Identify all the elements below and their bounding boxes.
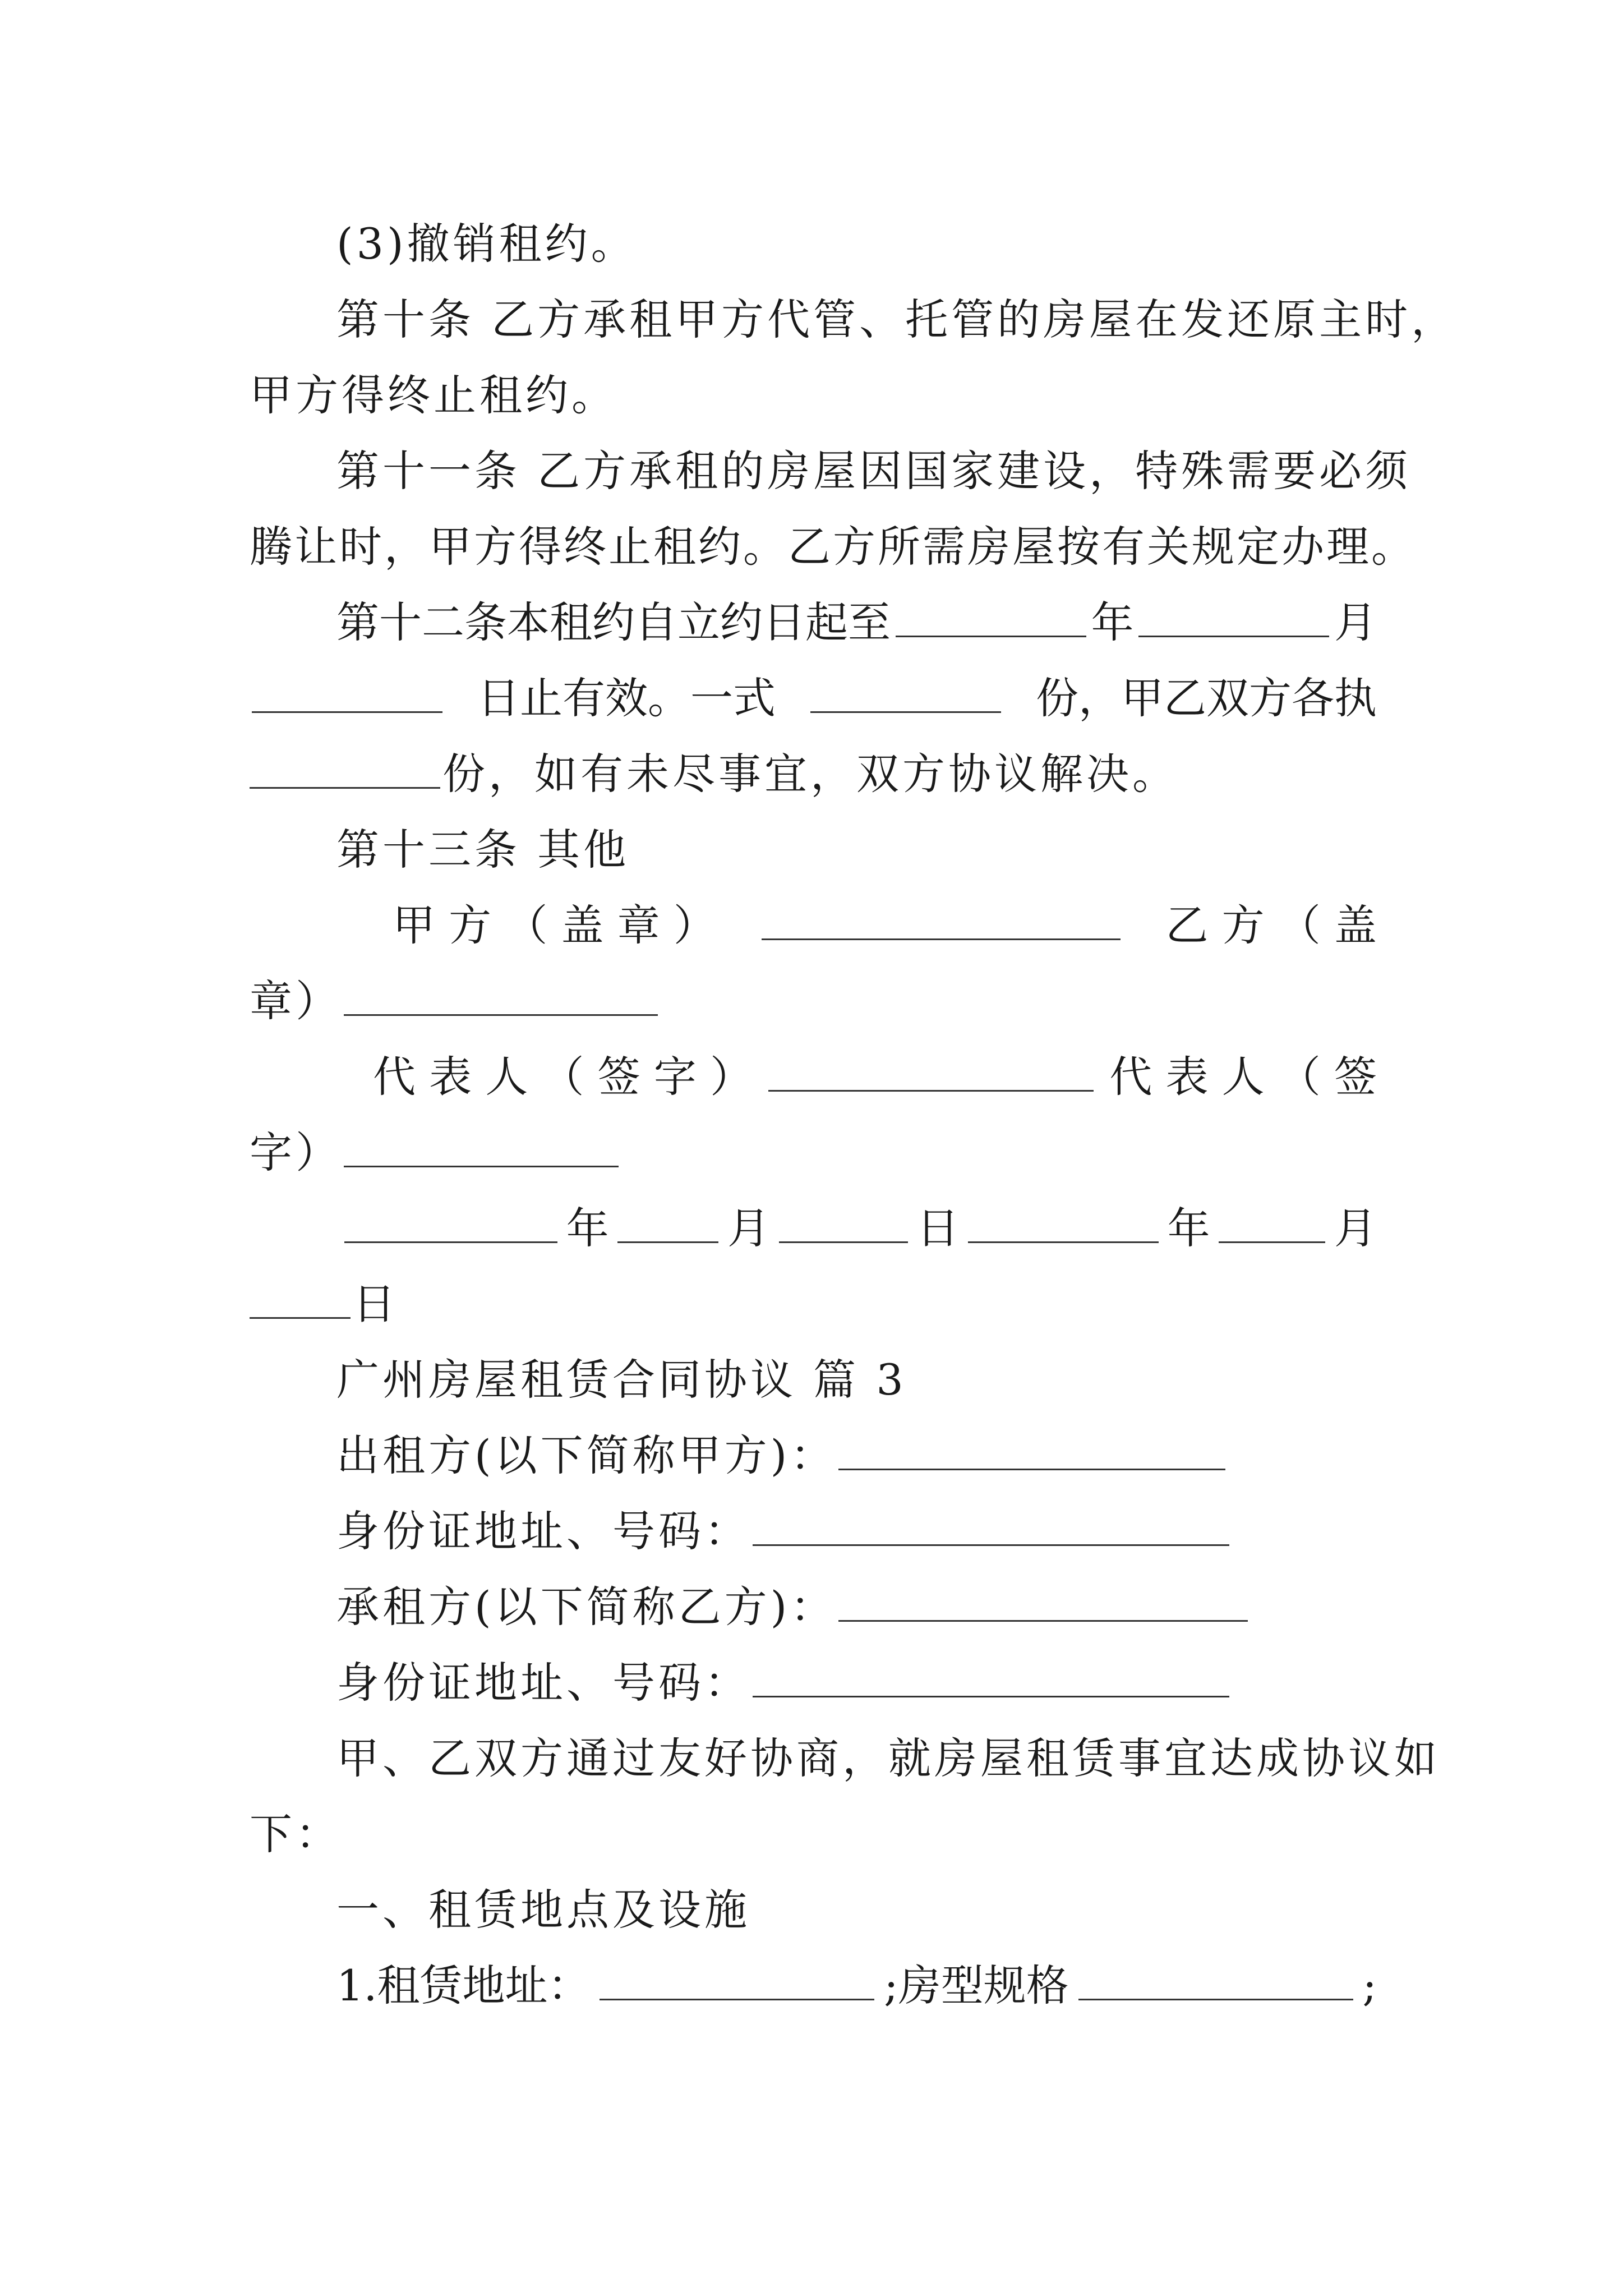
lessor-id-line: 身份证地址、号码： — [336, 1503, 1377, 1559]
year-b-blank — [968, 1202, 1159, 1243]
day-b-blank — [250, 1278, 351, 1319]
agreement-intro-2: 下： — [250, 1809, 342, 1859]
clause-12-line-2: 日止有效。一式 份，甲乙双方各执 — [250, 670, 1377, 726]
room-type-blank — [1078, 1959, 1353, 2000]
end-month-blank — [1138, 596, 1329, 637]
rental-address-blank — [600, 1959, 874, 2000]
year-a-blank — [344, 1202, 557, 1243]
clause-11-line-1: 第十一条 乙方承租的房屋因国家建设，特殊需要必须 — [336, 446, 1412, 496]
date-line: 年 月 日 年 月 — [342, 1200, 1377, 1257]
clause-10-line-1: 第十条 乙方承租甲方代管、托管的房屋在发还原主时， — [336, 295, 1458, 344]
clause-9-item-3: (3)撤销租约。 — [336, 219, 637, 269]
party-b-seal-line: 章） — [250, 973, 1377, 1029]
day-a-blank — [779, 1202, 908, 1243]
copies-total-blank — [810, 672, 1001, 713]
party-b-seal-blank — [344, 975, 658, 1016]
rep-b-sign-line: 字） — [250, 1125, 1377, 1181]
date-line-2: 日 — [250, 1276, 1377, 1332]
party-a-seal-blank — [762, 899, 1121, 940]
end-year-blank — [896, 596, 1086, 637]
month-a-blank — [617, 1202, 718, 1243]
copies-each-blank — [250, 748, 440, 789]
lessee-line: 承租方(以下简称乙方)： — [336, 1579, 1377, 1635]
heading-location-facilities: 一、租赁地点及设施 — [336, 1885, 750, 1935]
section-title: 广州房屋租赁合同协议 篇 3 — [336, 1355, 907, 1405]
clause-11-line-2: 腾让时，甲方得终止租约。乙方所需房屋按有关规定办理。 — [250, 522, 1416, 572]
lessee-blank — [838, 1581, 1248, 1622]
month-b-blank — [1219, 1202, 1325, 1243]
lessor-line: 出租方(以下简称甲方)： — [336, 1428, 1377, 1484]
rep-b-sign-blank — [344, 1126, 619, 1167]
rep-a-sign-blank — [768, 1051, 1094, 1092]
clause-10-line-2: 甲方得终止租约。 — [250, 370, 617, 420]
lessee-id-line: 身份证地址、号码： — [336, 1655, 1377, 1711]
party-a-seal-line: 甲 方 （ 盖 章 ） 乙 方 （ 盖 — [393, 900, 1377, 950]
lessor-blank — [838, 1429, 1225, 1470]
rep-a-sign-line: 代 表 人 （ 签 字 ） 代 表 人 （ 签 — [373, 1052, 1377, 1102]
clause-12-line-1: 第十二条本租约自立约日起至 年 月 — [336, 597, 1377, 647]
lessee-id-blank — [753, 1657, 1229, 1697]
agreement-intro-1: 甲、乙双方通过友好协商，就房屋租赁事宜达成协议如 — [336, 1733, 1440, 1783]
end-day-blank — [252, 672, 442, 713]
rental-address-line: 1.租赁地址： ;房型规格 ; — [336, 1961, 1377, 2010]
lessor-id-blank — [753, 1505, 1229, 1546]
clause-13-title: 第十三条 其他 — [336, 825, 630, 875]
clause-12-line-3: 份，如有未尽事宜，双方协议解决。 — [250, 746, 1377, 802]
